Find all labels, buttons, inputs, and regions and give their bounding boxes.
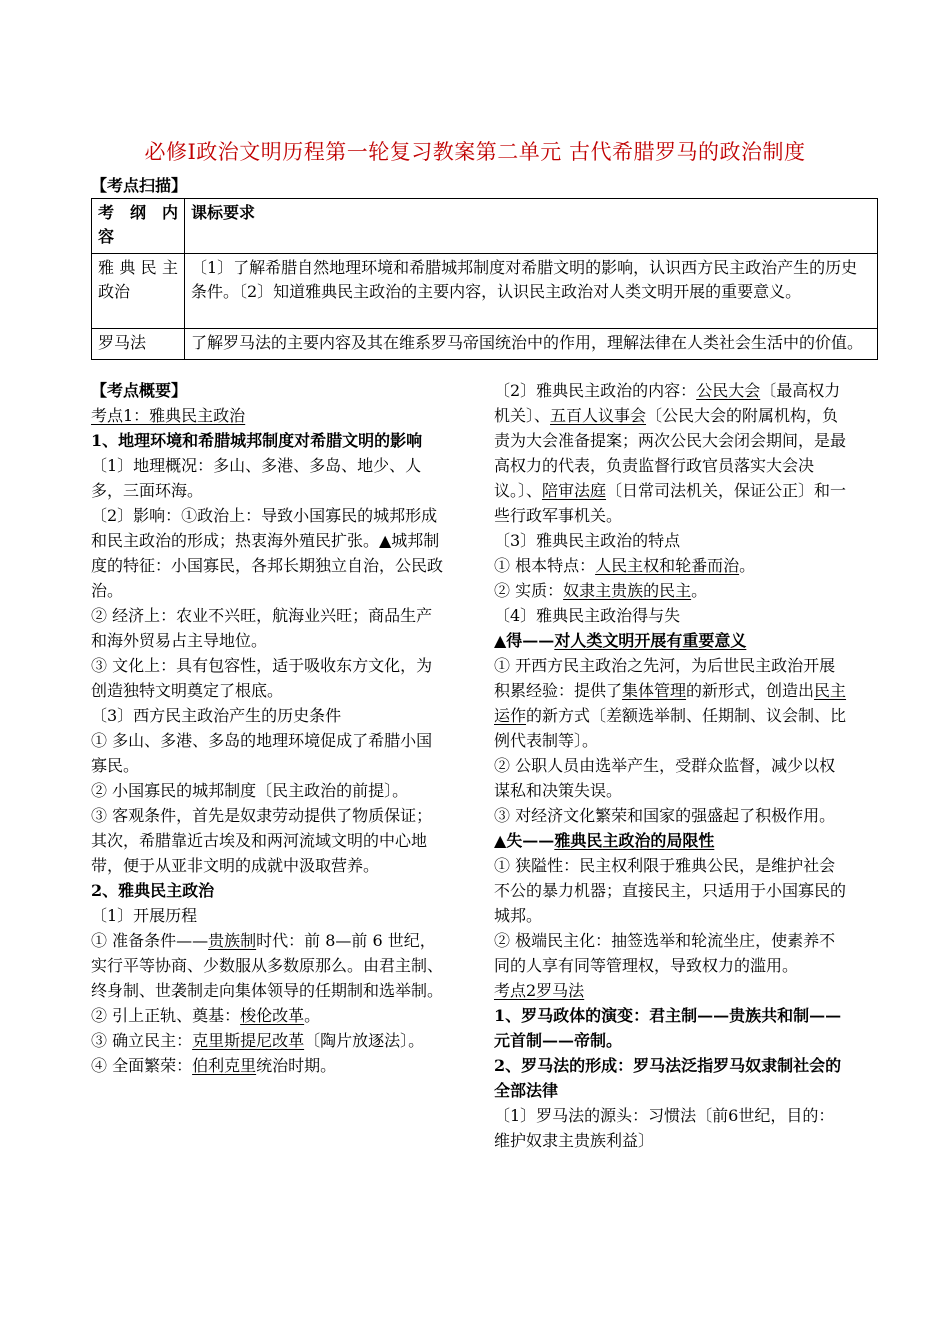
gain-1 [494,653,849,753]
feature-2 [494,578,849,603]
content-paragraph [494,378,849,528]
left-column [91,378,446,1078]
text: 〔最高权力机关〕、 [494,381,841,425]
text: 统治时期。 [256,1056,337,1075]
text: 〔公民大会的附属机构，负责为大会准备提案；两次公民大会闭会期间，是最高权力的代表，负责监督行政官员落实大会决议。〕、 [494,406,847,500]
conditions-title: 〔3〕西方民主政治产生的历史条件 [91,706,342,725]
key-term: 五百人议事会 [550,406,647,425]
rome-3: 〔1〕罗马法的源头：习惯法〔前6世纪，目的：维护奴隶主贵族利益〕 [494,1106,835,1150]
kp2-heading: 考点2罗马法 [494,981,585,1000]
text: ① 根本特点： [494,556,596,575]
dev-step-1 [91,928,446,1003]
table-row [92,329,878,360]
s1-title: 1、地理环境和希腊城邦制度对希腊文明的影响 [91,431,423,450]
text: ▲得—— [494,631,555,650]
header-outline: 考 纲 内 容 [92,199,185,254]
row-topic: 罗马法 [92,329,185,360]
text: ① 开西方民主政治之先河，为后世民主政治开展积累经验：提供了 [494,656,836,700]
text: 。 [739,556,756,575]
row-topic: 雅 典 民 主政治 [92,254,185,329]
rome-1: 1、罗马政体的演变：君主制——贵族共和制——元首制——帝制。 [494,1006,842,1050]
s2-title: 2、雅典民主政治 [91,881,215,900]
gain-2: ② 公职人员由选举产生，受群众监督，减少以权谋私和决策失误。 [494,756,836,800]
scan-heading: 【考点扫描】 [91,176,188,195]
impact-cultural: ③ 文化上：具有包容性，适于吸收东方文化，为创造独特文明奠定了根底。 [91,656,433,700]
text: 〔陶片放逐法〕。 [304,1031,425,1050]
text: 〔2〕雅典民主政治的内容： [494,381,697,400]
key-term: 奴隶主贵族的民主 [563,581,692,600]
geo-overview: 〔1〕地理概况：多山、多港、多岛、地少、人多，三面环海。 [91,456,422,500]
text: 。 [691,581,708,600]
text: ② 实质： [494,581,564,600]
loss-heading [494,828,849,853]
gain-loss-title: 〔4〕雅典民主政治得与失 [494,606,681,625]
text: ① 准备条件—— [91,931,209,950]
loss-1: ① 狭隘性：民主权利限于雅典公民，是维护社会不公的暴力机器；直接民主，只适用于小国寡民的城邦。 [494,856,847,925]
summary-heading: 【考点概要】 [91,381,188,400]
key-term: 伯利克里 [192,1056,257,1075]
gain-heading [494,628,849,653]
text: 时代：前 8—前 6 世纪，实行平等协商、少数服从多数原那么。由君主制、终身制、世袭制走向集体领导的任期制和选举制。 [91,931,444,1000]
impact-economic: ② 经济上：农业不兴旺，航海业兴旺；商品生产和海外贸易占主导地位。 [91,606,433,650]
row-requirement: 了解罗马法的主要内容及其在维系罗马帝国统治中的作用，理解法律在人类社会生活中的价值。 [185,329,878,360]
key-term: 克里斯提尼改革 [192,1031,305,1050]
key-term: 陪审法庭 [542,481,607,500]
document-title: 必修Ⅰ政治文明历程第一轮复习教案第二单元 古代希腊罗马的政治制度 [144,140,806,164]
key-term: 贵族制 [208,931,257,950]
text: ▲失—— [494,831,555,850]
text: ② 引上正轨、奠基： [91,1006,241,1025]
condition-1: ① 多山、多港、多岛的地理环境促成了希腊小国寡民。 [91,731,433,775]
dev-step-3 [91,1028,446,1053]
text: ③ 确立民主： [91,1031,193,1050]
condition-2: ② 小国寡民的城邦制度〔民主政治的前提〕。 [91,781,409,800]
gain-3: ③ 对经济文化繁荣和国家的强盛起了积极作用。 [494,806,836,825]
key-term: 人民主权和轮番而治 [595,556,740,575]
key-term: 对人类文明开展有重要意义 [554,631,747,650]
text: ④ 全面繁荣： [91,1056,193,1075]
text: 。 [304,1006,321,1025]
requirements-table [91,198,878,360]
key-term: 雅典民主政治的局限性 [554,831,715,850]
text: 的新形式，创造出 [686,681,815,700]
key-term: 民主运作 [494,681,847,725]
row-requirement: 〔1〕了解希腊自然地理环境和希腊城邦制度对希腊文明的影响，认识西方民主政治产生的历史条件。〔2〕知道雅典民主政治的主要内容，认识民主政治对人类文明开展的重要意义。 [185,254,878,329]
impact-political: 〔2〕影响：①政治上：导致小国寡民的城邦形成和民主政治的形成；热衷海外殖民扩张。▲城邦制度的特征：小国寡民，各邦长期独立自治，公民政治。 [91,506,444,600]
rome-2: 2、罗马法的形成：罗马法泛指罗马奴隶制社会的全部法律 [494,1056,842,1100]
key-term: 集体管理 [622,681,687,700]
condition-3: ③ 客观条件，首先是奴隶劳动提供了物质保证；其次，希腊靠近古埃及和两河流域文明的中心地带，便于从亚非文明的成就中汲取营养。 [91,806,433,875]
loss-2: ② 极端民主化：抽签选举和轮流坐庄，使素养不同的人享有同等管理权，导致权力的滥用。 [494,931,836,975]
dev-step-4 [91,1053,446,1078]
right-column [494,378,849,1153]
dev-step-2 [91,1003,446,1028]
table-row [92,254,878,329]
features-title: 〔3〕雅典民主政治的特点 [494,531,681,550]
key-term: 梭伦改革 [240,1006,305,1025]
kp1-heading: 考点1：雅典民主政治 [91,406,246,425]
dev-title: 〔1〕开展历程 [91,906,198,925]
header-standard: 课标要求 [185,199,878,254]
feature-1 [494,553,849,578]
table-header-row [92,199,878,254]
text: 〔日常司法机关，保证公正〕和一些行政军事机关。 [494,481,847,525]
key-term: 公民大会 [696,381,761,400]
text: 的新方式〔差额选举制、任期制、议会制、比例代表制等〕。 [494,706,847,750]
